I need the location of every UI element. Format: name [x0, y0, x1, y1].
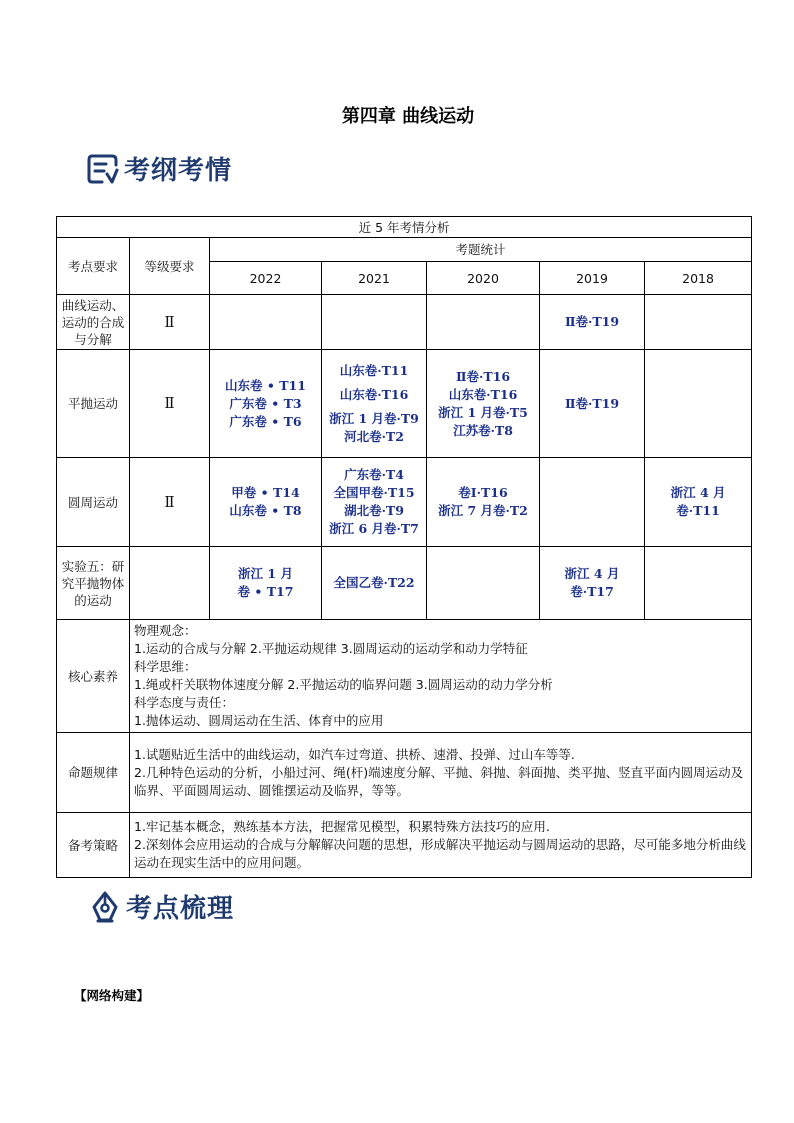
exam-ref: 浙江 7 月卷·T2 — [438, 503, 528, 518]
exam-ref: 湖北卷·T9 — [344, 503, 404, 518]
exam-ref: 浙江 1 月卷·T5 — [438, 404, 528, 420]
point-cell: 曲线运动、运动的合成与分解 — [57, 295, 130, 350]
point-cell: 平抛运动 — [57, 350, 130, 458]
rule-content — [130, 733, 752, 813]
core-line: 1.绳或杆关联物体速度分解 2.平抛运动的临界问题 3.圆周运动的动力学分析 — [134, 677, 553, 692]
table-row — [57, 620, 752, 733]
header-year: 2020 — [427, 262, 540, 295]
header-year: 2018 — [645, 262, 752, 295]
header-year: 2022 — [210, 262, 322, 295]
core-line: 1.运动的合成与分解 2.平抛运动规律 3.圆周运动的运动学和动力学特征 — [134, 641, 528, 656]
exam-ref: Ⅱ卷·T16 — [455, 368, 511, 384]
table-row — [57, 547, 752, 620]
strategy-line: 2.深刻体会应用运动的合成与分解解决问题的思想，形成解决平抛运动与圆周运动的思路，尽可能多地分析曲线运动在现实生活中的应用问题。 — [134, 837, 746, 870]
year-cell — [540, 458, 645, 547]
rule-line: 2.几种特色运动的分析，小船过河、绳(杆)端速度分解、平抛、斜抛、斜面抛、类平抛、竖直平面内圆周运动及临界、平面圆周运动、圆锥摆运动及临界，等等。 — [134, 764, 744, 798]
year-cell — [540, 350, 645, 458]
header-year: 2019 — [540, 262, 645, 295]
header-point: 考点要求 — [57, 238, 130, 295]
exam-ref: 河北卷·T2 — [344, 428, 404, 444]
exam-ref: 卷 • T17 — [237, 584, 294, 599]
core-line: 物理观念： — [134, 623, 197, 638]
pen-nib-icon — [88, 890, 122, 924]
level-cell — [130, 547, 210, 620]
exam-ref: 浙江 6 月卷·T7 — [329, 521, 419, 536]
year-cell — [645, 458, 752, 547]
exam-ref: 浙江 4 月 — [564, 566, 620, 581]
header-stats: 考题统计 — [210, 238, 752, 262]
exam-ref: 浙江 1 月 — [238, 566, 293, 581]
core-label: 核心素养 — [57, 620, 130, 733]
year-cell — [322, 295, 427, 350]
exam-ref: 山东卷·T16 — [448, 386, 518, 402]
table-row — [57, 813, 752, 878]
point-cell: 实验五：研究平抛物体的运动 — [57, 547, 130, 620]
level-cell: Ⅱ — [130, 458, 210, 547]
exam-ref: 甲卷 • T14 — [231, 485, 300, 500]
table-row — [57, 295, 752, 350]
section-heading-points — [88, 888, 234, 925]
year-cell — [322, 547, 427, 620]
chapter-title: 第四章 曲线运动 — [341, 106, 475, 127]
exam-ref: 山东卷·T16 — [339, 386, 409, 402]
rule-line: 1.试题贴近生活中的曲线运动，如汽车过弯道、拱桥、速滑、投弹、过山车等等. — [134, 746, 575, 762]
year-cell — [540, 547, 645, 620]
document-lines-icon — [86, 152, 120, 186]
year-cell — [645, 547, 752, 620]
strategy-label: 备考策略 — [57, 813, 130, 878]
level-cell: Ⅱ — [130, 295, 210, 350]
exam-ref: 山东卷·T11 — [339, 362, 409, 378]
year-cell — [210, 295, 322, 350]
exam-ref: 广东卷 • T3 — [229, 395, 302, 411]
exam-ref: 卷Ⅰ·T16 — [458, 485, 508, 500]
core-line: 科学态度与责任： — [134, 695, 235, 710]
exam-ref: 全国甲卷·T15 — [333, 485, 415, 500]
year-cell — [322, 458, 427, 547]
year-cell — [210, 458, 322, 547]
year-cell — [427, 547, 540, 620]
table-row — [57, 350, 752, 458]
year-cell — [427, 350, 540, 458]
exam-ref: 广东卷 • T6 — [229, 413, 302, 429]
exam-ref: Ⅱ卷·T19 — [564, 314, 620, 329]
rule-label: 命题规律 — [57, 733, 130, 813]
exam-ref: Ⅱ卷·T19 — [564, 395, 620, 411]
level-cell: Ⅱ — [130, 350, 210, 458]
core-content — [130, 620, 752, 733]
section-heading-syllabus — [86, 150, 232, 187]
year-cell — [322, 350, 427, 458]
exam-ref: 卷·T11 — [676, 503, 720, 518]
year-cell — [540, 295, 645, 350]
core-line: 1.抛体运动、圆周运动在生活、体育中的应用 — [134, 713, 384, 728]
table-row — [57, 733, 752, 813]
strategy-line: 1.牢记基本概念，熟练基本方法，把握常见模型，积累特殊方法技巧的应用. — [134, 819, 550, 834]
year-cell — [427, 295, 540, 350]
exam-ref: 浙江 4 月 — [670, 485, 726, 500]
exam-ref: 广东卷·T4 — [344, 467, 404, 482]
strategy-content — [130, 813, 752, 878]
year-cell — [210, 547, 322, 620]
table-row — [57, 458, 752, 547]
section-title: 考纲考情 — [124, 156, 233, 186]
year-cell — [210, 350, 322, 458]
exam-ref: 全国乙卷·T22 — [333, 575, 415, 590]
core-line: 科学思维： — [134, 659, 197, 674]
header-year: 2021 — [322, 262, 427, 295]
point-cell: 圆周运动 — [57, 458, 130, 547]
year-cell — [427, 458, 540, 547]
exam-ref: 山东卷 • T11 — [225, 377, 306, 393]
exam-ref: 浙江 1 月卷·T9 — [329, 410, 419, 426]
exam-ref: 江苏卷·T8 — [453, 422, 513, 438]
exam-ref: 卷·T17 — [570, 584, 614, 599]
section-title: 考点梳理 — [126, 894, 235, 924]
header-level: 等级要求 — [130, 238, 210, 295]
network-label: 【网络构建】 — [74, 988, 150, 1003]
exam-ref: 山东卷 • T8 — [229, 503, 302, 518]
exam-analysis-table — [56, 216, 752, 878]
year-cell — [645, 350, 752, 458]
year-cell — [645, 295, 752, 350]
table-caption: 近 5 年考情分析 — [57, 217, 752, 238]
